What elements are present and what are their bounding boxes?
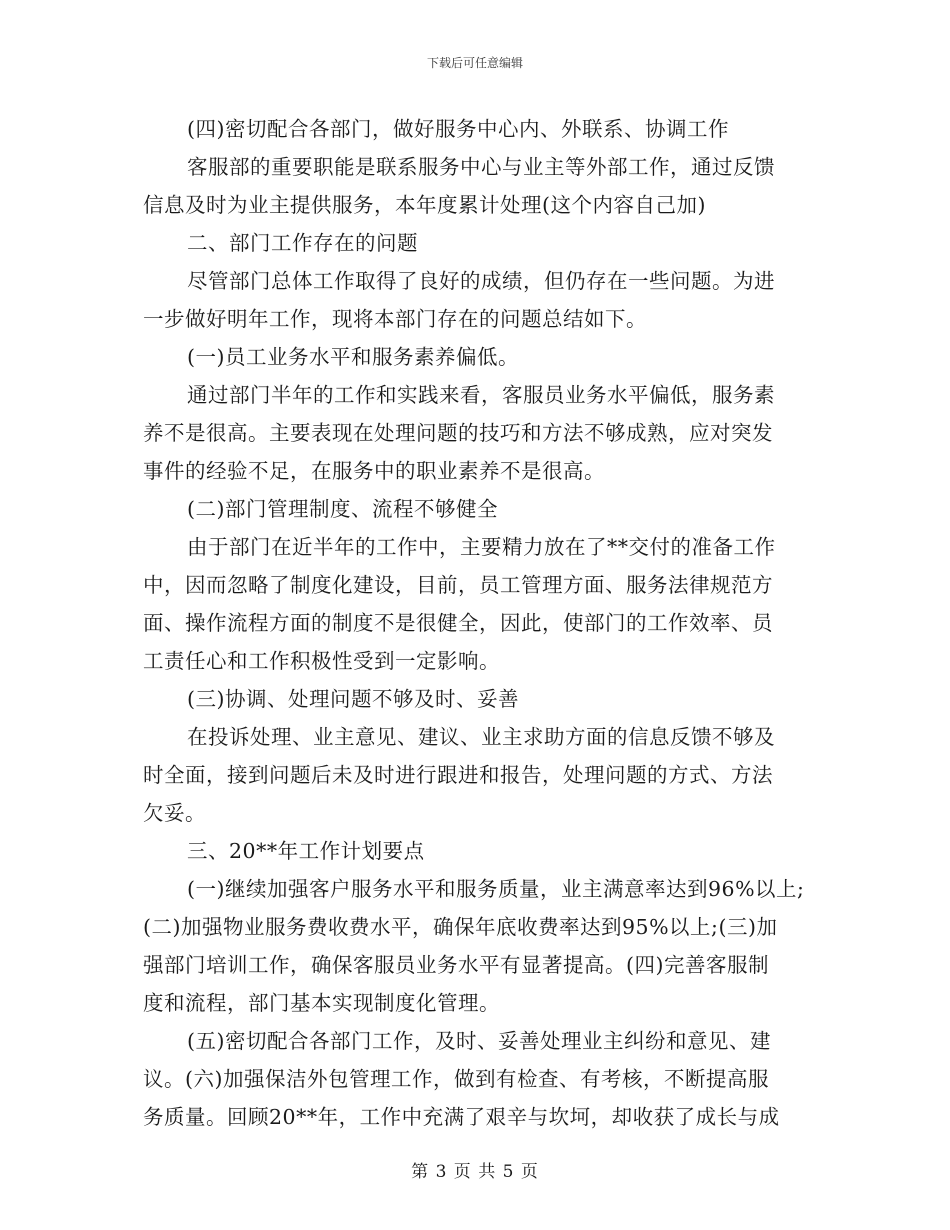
page-header: 下载后可任意编辑: [426, 56, 523, 70]
text-line: 由于部门在近半年的工作中，主要精力放在了**交付的准备工作: [187, 535, 776, 559]
text-line: 养不是很高。主要表现在处理问题的技巧和方法不够成熟，应对突发: [143, 421, 773, 445]
text-line: 尽管部门总体工作取得了良好的成绩，但仍存在一些问题。为进: [187, 269, 775, 293]
text-line: (三)协调、处理问题不够及时、妥善: [187, 687, 519, 711]
text-line: 三、20**年工作计划要点: [187, 839, 425, 863]
text-line: 客服部的重要职能是联系服务中心与业主等外部工作，通过反馈: [187, 155, 775, 179]
text-line: (二)加强物业服务费收费水平，确保年底收费率达到95%以上;(三)加: [143, 915, 778, 939]
text-line: (一)继续加强客户服务水平和服务质量，业主满意率达到96%以上;: [187, 877, 805, 901]
text-line: 度和流程，部门基本实现制度化管理。: [143, 991, 500, 1015]
text-line: 时全面，接到问题后未及时进行跟进和报告，处理问题的方式、方法: [143, 763, 773, 787]
text-line: 工责任心和工作积极性受到一定影响。: [143, 649, 500, 673]
text-line: (五)密切配合各部门工作，及时、妥善处理业主纠纷和意见、建: [187, 1029, 771, 1053]
text-line: 通过部门半年的工作和实践来看，客服员业务水平偏低，服务素: [187, 383, 775, 407]
text-line: 欠妥。: [143, 801, 206, 825]
text-line: 务质量。回顾20**年，工作中充满了艰辛与坎坷，却收获了成长与成: [143, 1105, 780, 1129]
text-line: 信息及时为业主提供服务，本年度累计处理(这个内容自己加): [143, 193, 706, 217]
text-line: 中，因而忽略了制度化建设，目前，员工管理方面、服务法律规范方: [143, 573, 773, 597]
text-line: (二)部门管理制度、流程不够健全: [187, 497, 498, 521]
document-body: [143, 110, 823, 1136]
text-line: 在投诉处理、业主意见、建议、业主求助方面的信息反馈不够及: [187, 725, 775, 749]
text-line: 议。(六)加强保洁外包管理工作，做到有检查、有考核，不断提高服: [143, 1067, 769, 1091]
text-line: (一)员工业务水平和服务素养偏低。: [187, 345, 519, 369]
text-line: 二、部门工作存在的问题: [187, 231, 418, 255]
text-line: 面、操作流程方面的制度不是很健全，因此，使部门的工作效率、员: [143, 611, 773, 635]
text-line: 事件的经验不足，在服务中的职业素养不是很高。: [143, 459, 605, 483]
text-line: (四)密切配合各部门，做好服务中心内、外联系、协调工作: [187, 117, 729, 141]
text-line: 一步做好明年工作，现将本部门存在的问题总结如下。: [143, 307, 647, 331]
page-footer: 第 3 页 共 5 页: [411, 1162, 539, 1182]
text-line: 强部门培训工作，确保客服员业务水平有显著提高。(四)完善客服制: [143, 953, 769, 977]
